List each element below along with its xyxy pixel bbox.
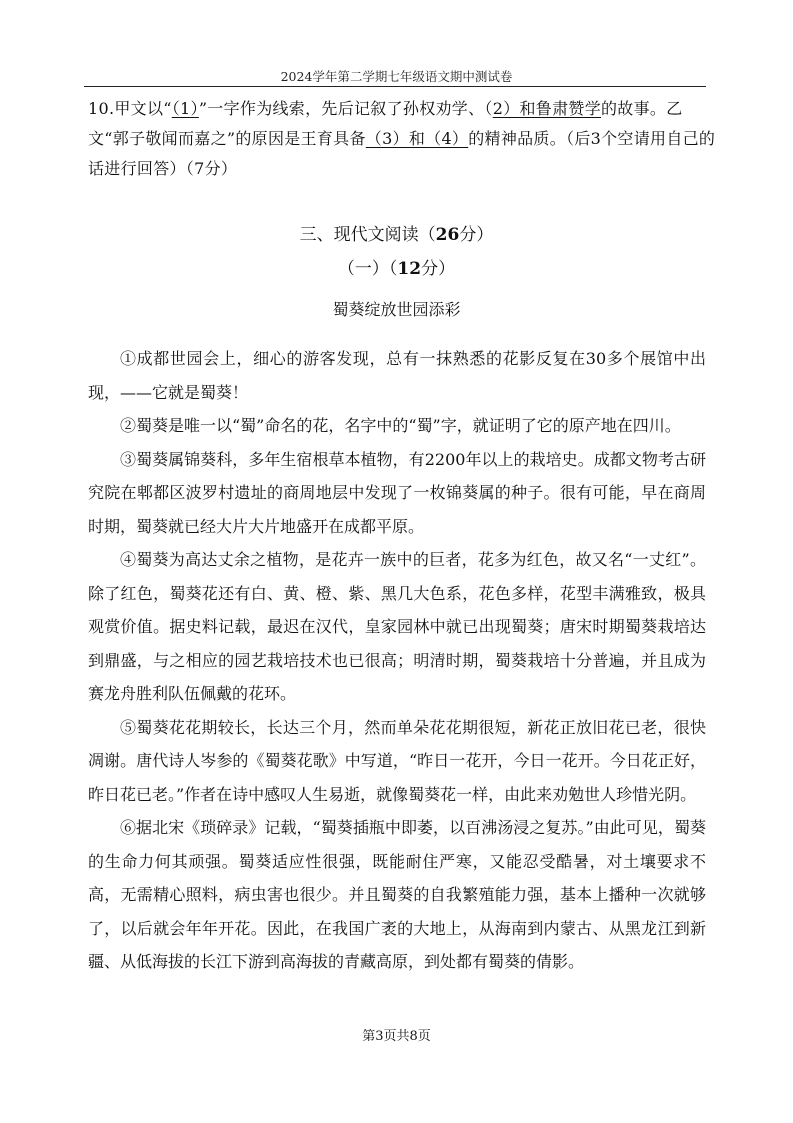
article-title: 蜀葵绽放世园添彩	[332, 300, 461, 319]
article-paragraph-4: ④蜀葵为高达丈余之植物，是花卉一族中的巨者，花多为红色，故又名“一丈红”。除了红色，蜀葵花还有白、黄、橙、紫、黑几大色系，花色多样，花型丰满雅致，极具观赏价值。据史料记载，最迟在汉代，皇家园林中就已出现蜀葵；唐宋时期蜀葵栽培达到鼎盛，与之相应的园艺栽培技术也已很高；明清时期，蜀葵栽培十分普遍，并且成为赛龙舟胜利队伍佩戴的花环。	[88, 550, 706, 703]
q10-text-1: 10.甲文以“	[88, 99, 172, 118]
q10-text-4: 的精神品质。（后3个空请用自己的话进行回答）（7分）	[88, 129, 716, 178]
article-paragraph-6: ⑥据北宋《琐碎录》记载，“蜀葵插瓶中即萎，以百沸汤浸之复苏。”由此可见，蜀葵的生命力何其顽强。蜀葵适应性很强，既能耐住严寒，又能忍受酷暑，对土壤要求不高，无需精心照料，病虫害也很少。并且蜀葵的自我繁殖能力强，基本上播种一次就够了，以后就会年年开花。因此，在我国广袤的大地上，从海南到内蒙古、从黑龙江到新疆、从低海拔的长江下游到高海拔的青藏高原，到处都有蜀葵的倩影。	[88, 818, 706, 971]
section-score: 26	[435, 225, 460, 245]
q10-blank-2: 2）和鲁肃赞学	[492, 99, 601, 118]
article-paragraph-1: ①成都世园会上，细心的游客发现，总有一抹熟悉的花影反复在30多个展馆中出现，——它就是蜀葵！	[88, 349, 706, 402]
header-divider	[84, 86, 706, 87]
q10-blank-3-4: （3）和（4）	[365, 129, 469, 148]
exam-header-title: 2024学年第二学期七年级语文期中测试卷	[280, 69, 513, 84]
article-body	[88, 342, 706, 979]
page-number: 第3页共8页	[362, 1029, 431, 1044]
question-10	[88, 94, 718, 184]
part-score: 12	[397, 259, 422, 279]
article-paragraph-3: ③蜀葵属锦葵科，多年生宿根草本植物，有2200年以上的栽培史。成都文物考古研究院在郫都区波罗村遗址的商周地层中发现了一枚锦葵属的种子。很有可能，早在商周时期，蜀葵就已经大片大片地盛开在成都平原。	[88, 449, 706, 536]
q10-text-3: 的故事。乙文“郭子敬闻而嘉之”的原因是王育具备	[88, 99, 683, 148]
q10-blank-1: （1）	[171, 99, 199, 118]
q10-text-2: ”一字作为线索，先后记叙了孙权劝学、（	[198, 99, 493, 118]
part-title: （一）（12分）	[337, 259, 456, 279]
section-title: 三、现代文阅读（26分）	[299, 225, 494, 245]
article-paragraph-2: ②蜀葵是唯一以“蜀”命名的花，名字中的“蜀”字，就证明了它的原产地在四川。	[120, 416, 681, 435]
article-paragraph-5: ⑤蜀葵花花期较长，长达三个月，然而单朵花花期很短，新花正放旧花已老，很快凋谢。唐代诗人岑参的《蜀葵花歌》中写道，“昨日一花开，今日一花开。今日花正好，昨日花已老。”作者在诗中感叹人生易逝，就像蜀葵花一样，由此来劝勉世人珍惜光阴。	[88, 717, 706, 804]
